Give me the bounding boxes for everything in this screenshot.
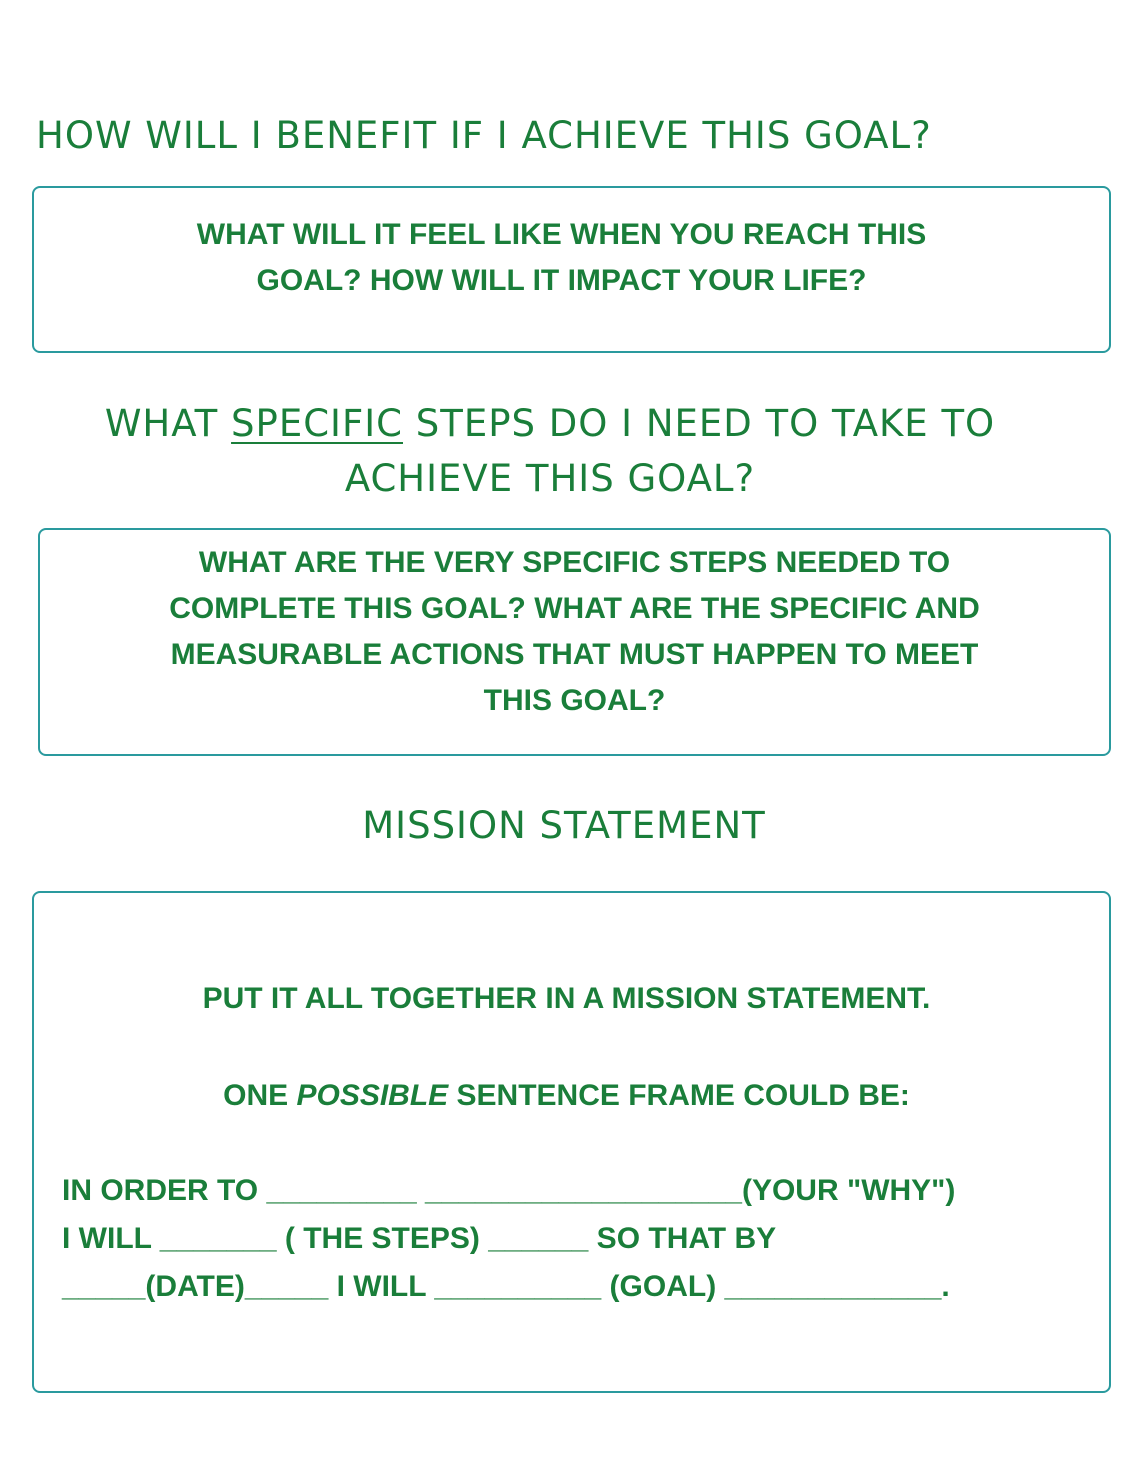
mission-prompt-line-2-before: ONE (223, 1079, 297, 1112)
mission-answer-box[interactable] (32, 891, 1111, 1393)
mission-prompt-line-2-after: SENTENCE FRAME COULD BE: (448, 1079, 910, 1112)
steps-prompt (40, 540, 1109, 724)
steps-heading-line-1 (0, 396, 1100, 451)
frame-line-1: IN ORDER TO _________ ___________________(YOUR "WHY") (62, 1174, 956, 1207)
steps-prompt-line-3: MEASURABLE ACTIONS THAT MUST HAPPEN TO MEET (170, 638, 979, 671)
frame-line-3: _____(DATE)_____ I WILL __________ (GOAL) _____________. (62, 1270, 950, 1303)
benefit-prompt (34, 212, 1109, 304)
benefit-prompt-line-2: GOAL? HOW WILL IT IMPACT YOUR LIFE? (256, 264, 867, 297)
frame-line-2: I WILL _______ ( THE STEPS) ______ SO THAT BY (62, 1222, 777, 1255)
steps-answer-box[interactable] (38, 528, 1111, 756)
mission-prompt-line-1: PUT IT ALL TOGETHER IN A MISSION STATEMENT. (202, 982, 931, 1015)
steps-prompt-line-1: WHAT ARE THE VERY SPECIFIC STEPS NEEDED TO (198, 546, 951, 579)
steps-heading-before: WHAT (104, 402, 232, 445)
mission-heading: MISSION STATEMENT (362, 804, 766, 847)
mission-prompt-line-2 (34, 1073, 1099, 1119)
mission-prompt-possible: POSSIBLE (296, 1079, 449, 1112)
steps-heading-specific: SPECIFIC (231, 402, 403, 445)
benefit-answer-box[interactable] (32, 186, 1111, 353)
steps-heading (0, 396, 1100, 506)
steps-prompt-line-2: COMPLETE THIS GOAL? WHAT ARE THE SPECIFIC AND (169, 592, 980, 625)
benefit-heading: HOW WILL I BENEFIT IF I ACHIEVE THIS GOAL? (36, 114, 932, 157)
benefit-prompt-line-1: WHAT WILL IT FEEL LIKE WHEN YOU REACH THIS (196, 218, 927, 251)
steps-prompt-line-4: THIS GOAL? (483, 684, 666, 717)
mission-sentence-frame (62, 1167, 955, 1311)
steps-heading-line-2: ACHIEVE THIS GOAL? (344, 457, 756, 500)
steps-heading-after: STEPS DO I NEED TO TAKE TO (403, 402, 996, 445)
